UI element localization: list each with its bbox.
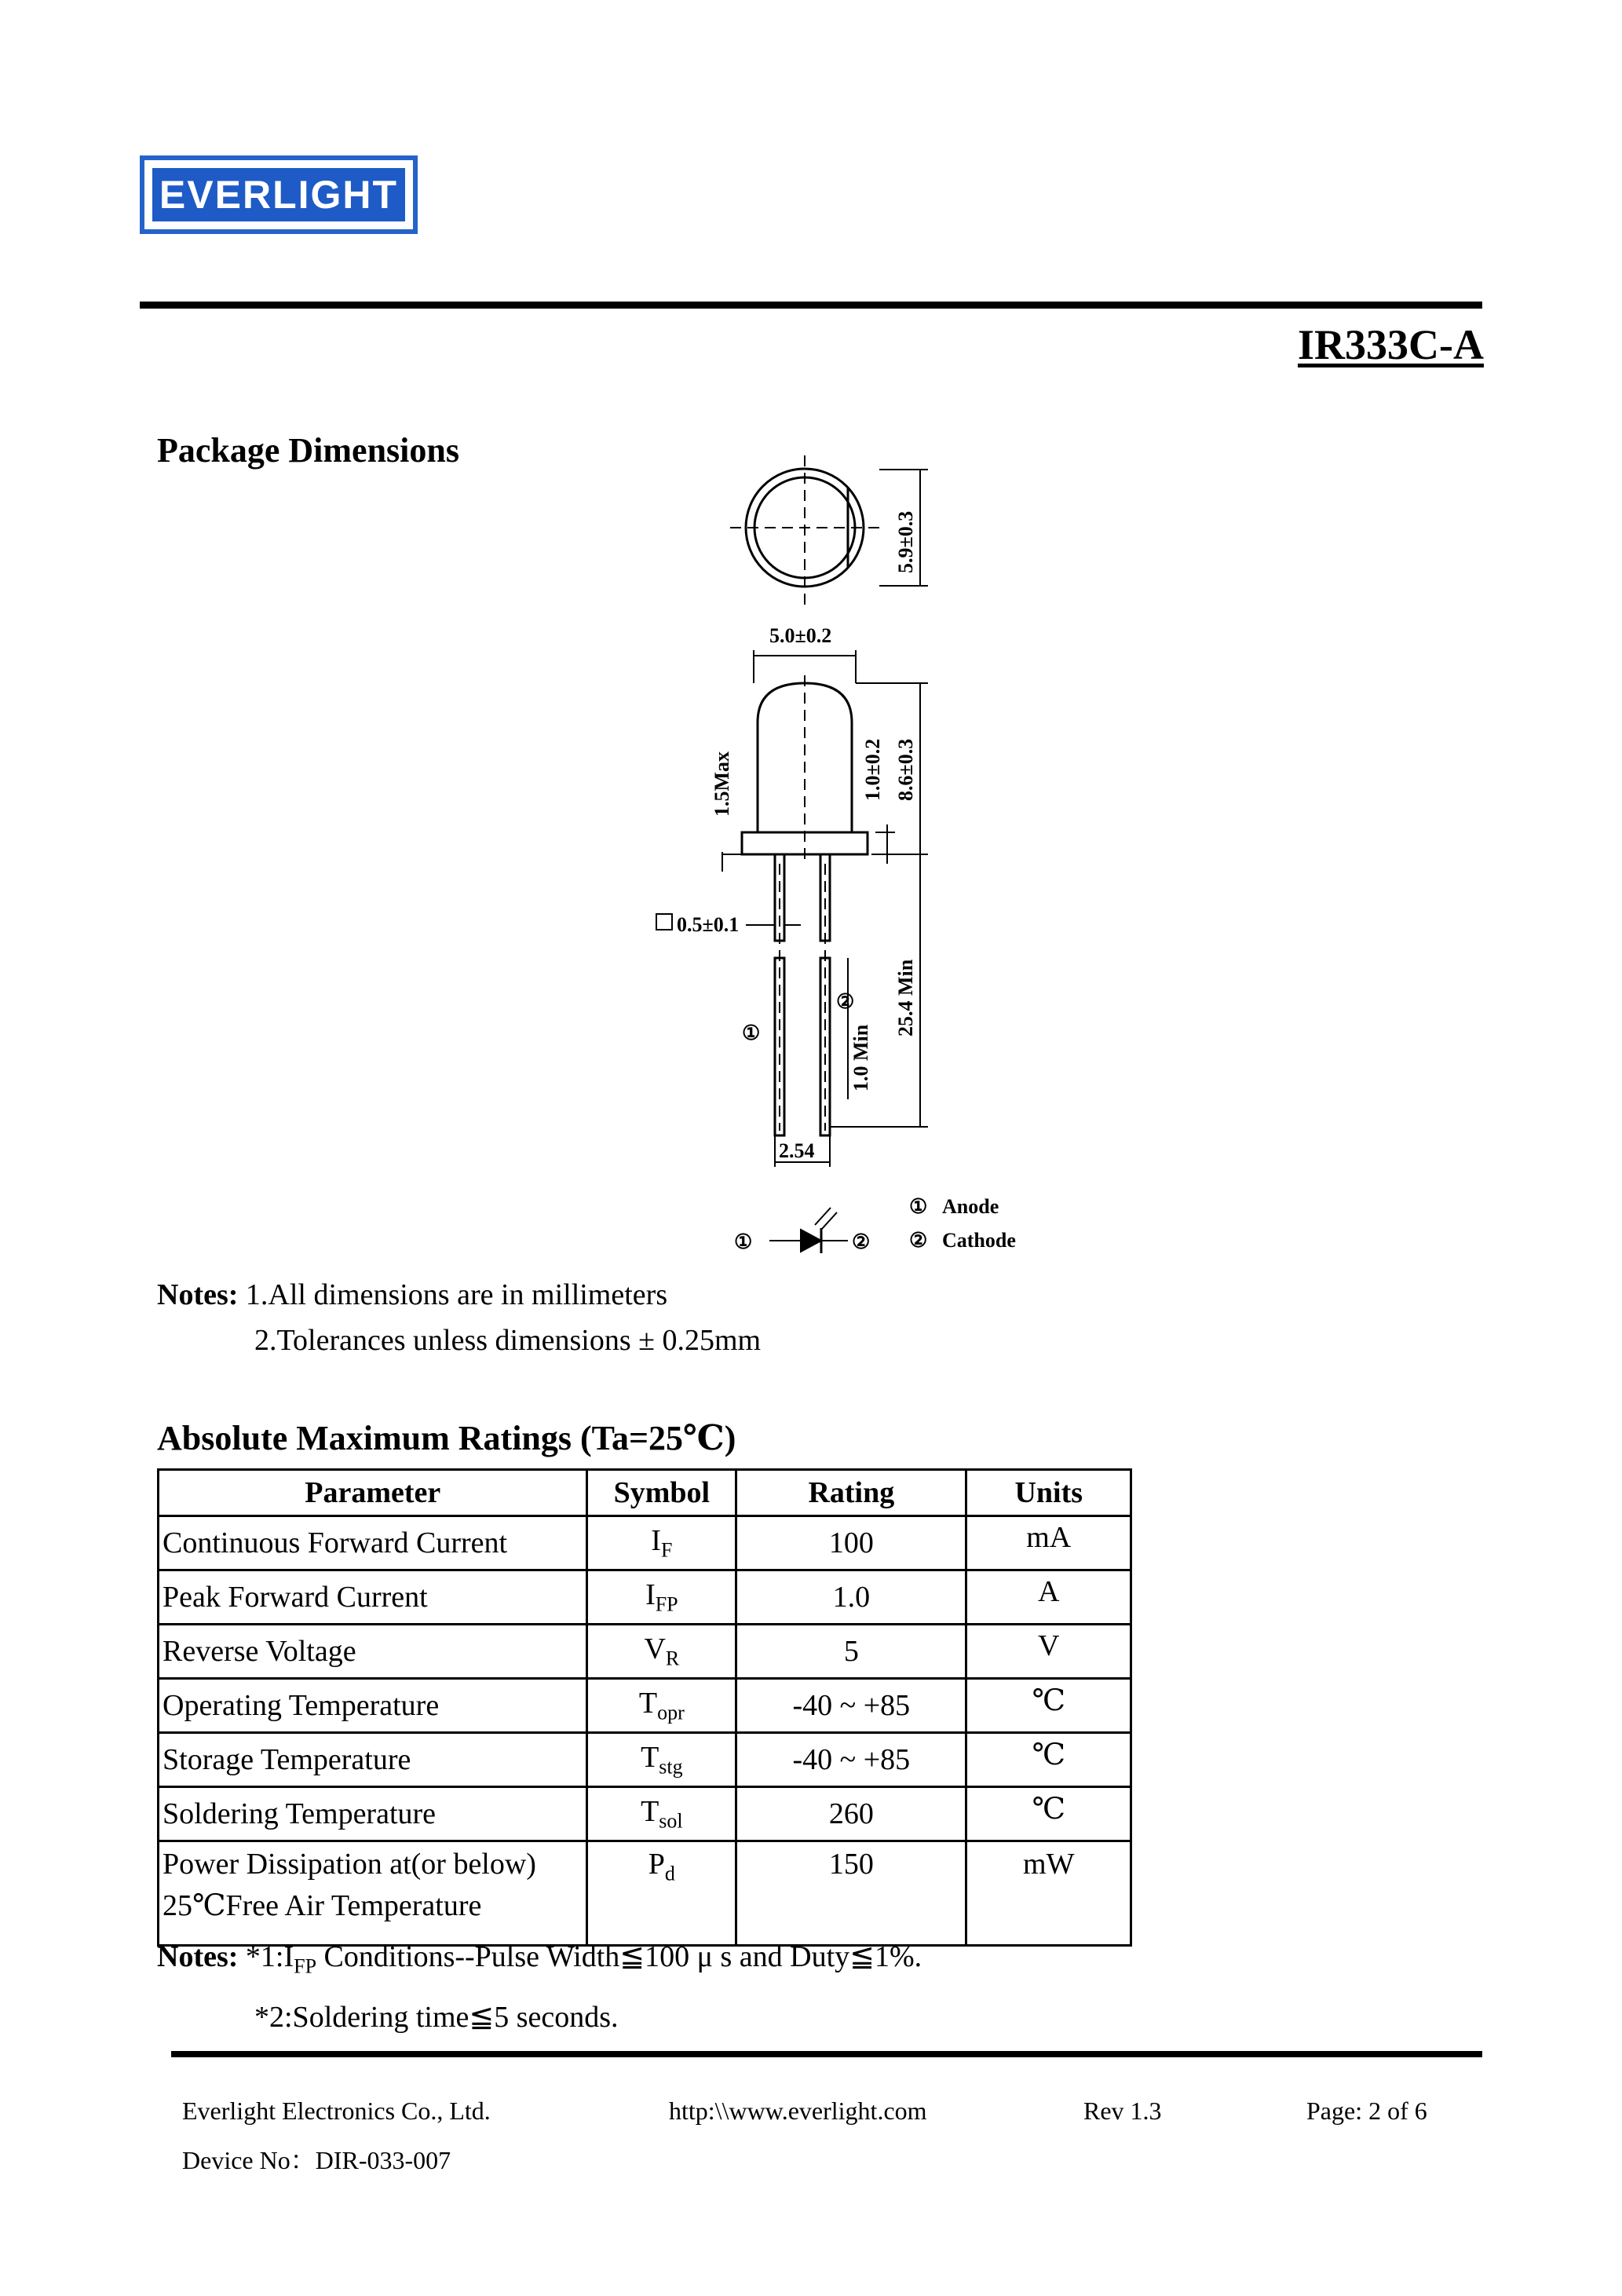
ratings-notes-label: Notes:: [157, 1940, 239, 1973]
row-rating: 5: [736, 1625, 966, 1679]
rating-note-2: *2:Soldering time≦5 seconds.: [254, 2000, 619, 2034]
package-notes: [157, 1272, 761, 1363]
row-parameter: Storage Temperature: [159, 1733, 587, 1787]
dim-lead-square: 0.5±0.1: [677, 913, 740, 936]
table-row: [159, 1733, 1131, 1787]
legend-pin1: ①: [909, 1195, 928, 1218]
row-rating: -40 ~ +85: [736, 1733, 966, 1787]
header-rule: [140, 302, 1482, 309]
footer-device-no: Device No：DIR-033-007: [182, 2146, 451, 2174]
row-rating: 1.0: [736, 1570, 966, 1625]
dim-body-height: 8.6±0.3: [894, 738, 917, 801]
legend-pin2: ②: [909, 1229, 928, 1252]
symbol-pin1: ①: [734, 1230, 753, 1253]
ratings-title: Absolute Maximum Ratings (Ta=25℃): [157, 1419, 736, 1457]
table-row: [159, 1787, 1131, 1841]
table-row: [159, 1516, 1131, 1570]
table-row: [159, 1841, 1131, 1946]
table-row: [159, 1570, 1131, 1625]
row-rating: 100: [736, 1516, 966, 1570]
header-rating: Rating: [736, 1470, 966, 1516]
row-unit: mW: [966, 1841, 1131, 1946]
dim-height-top: 5.9±0.3: [894, 510, 917, 573]
dim-flange: 1.0±0.2: [861, 738, 884, 801]
note-2: 2.Tolerances unless dimensions ± 0.25mm: [254, 1324, 762, 1357]
header-symbol: Symbol: [587, 1470, 736, 1516]
row-rating: -40 ~ +85: [736, 1679, 966, 1733]
note-1: 1.All dimensions are in millimeters: [245, 1278, 668, 1311]
dim-diameter: 5.0±0.2: [769, 624, 832, 647]
dim-flange-max: 1.5Max: [711, 751, 733, 817]
row-symbol: $T_{opr}$: [587, 1679, 736, 1733]
footer-rule: [171, 2051, 1482, 2057]
footer-page: Page: 2 of 6: [1306, 2097, 1427, 2125]
pin2-lead-marker: ②: [836, 990, 855, 1013]
diode-symbol: [769, 1208, 848, 1253]
row-unit: A: [966, 1570, 1131, 1625]
table-header-row: [159, 1470, 1131, 1516]
dim-lead-min: 1.0 Min: [849, 1024, 872, 1091]
row-parameter: Reverse Voltage: [159, 1625, 587, 1679]
footer-rev: Rev 1.3: [1083, 2097, 1162, 2125]
row-symbol: $V_R$: [587, 1625, 736, 1679]
logo-text: EVERLIGHT: [152, 168, 405, 221]
row-parameter: Operating Temperature: [159, 1679, 587, 1733]
row-symbol: $I_F$: [587, 1516, 736, 1570]
header-parameter: Parameter: [159, 1470, 587, 1516]
row-unit: ℃: [966, 1787, 1131, 1841]
row-unit: V: [966, 1625, 1131, 1679]
row-unit: ℃: [966, 1733, 1131, 1787]
row-parameter: Soldering Temperature: [159, 1787, 587, 1841]
footer-company: Everlight Electronics Co., Ltd.: [182, 2097, 491, 2125]
dim-pitch: 2.54: [779, 1139, 815, 1162]
rating-note-1: $*1:I_{FP}$ Conditions--Pulse Width≦100 μ s and Duty≦1%.: [245, 1940, 922, 1978]
row-unit: ℃: [966, 1679, 1131, 1733]
row-rating: 150: [736, 1841, 966, 1946]
row-symbol: $I_{FP}$: [587, 1570, 736, 1625]
part-number: IR333C-A: [1298, 321, 1484, 368]
table-row: [159, 1625, 1131, 1679]
row-rating: 260: [736, 1787, 966, 1841]
package-diagram: [612, 455, 1052, 1280]
everlight-logo: [140, 155, 418, 234]
row-parameter: Power Dissipation at(or below) 25℃Free Air Temperature: [159, 1841, 587, 1946]
row-symbol: $T_{stg}$: [587, 1733, 736, 1787]
ratings-notes: [157, 1932, 922, 2042]
footer-url[interactable]: http:\\www.everlight.com: [669, 2097, 927, 2125]
row-symbol: $T_{sol}$: [587, 1787, 736, 1841]
ratings-table: [157, 1468, 1132, 1947]
row-unit: mA: [966, 1516, 1131, 1570]
row-symbol: $P_d$: [587, 1841, 736, 1946]
header-units: Units: [966, 1470, 1131, 1516]
legend-cathode: Cathode: [942, 1229, 1016, 1252]
row-parameter: Continuous Forward Current: [159, 1516, 587, 1570]
dim-lead-length: 25.4 Min: [894, 959, 917, 1036]
legend-anode: Anode: [942, 1195, 999, 1218]
table-row: [159, 1679, 1131, 1733]
symbol-pin2: ②: [852, 1230, 871, 1253]
pin1-lead-marker: ①: [742, 1022, 761, 1044]
notes-label: Notes:: [157, 1278, 239, 1311]
package-dimensions-title: Package Dimensions: [157, 431, 459, 470]
row-parameter: Peak Forward Current: [159, 1570, 587, 1625]
